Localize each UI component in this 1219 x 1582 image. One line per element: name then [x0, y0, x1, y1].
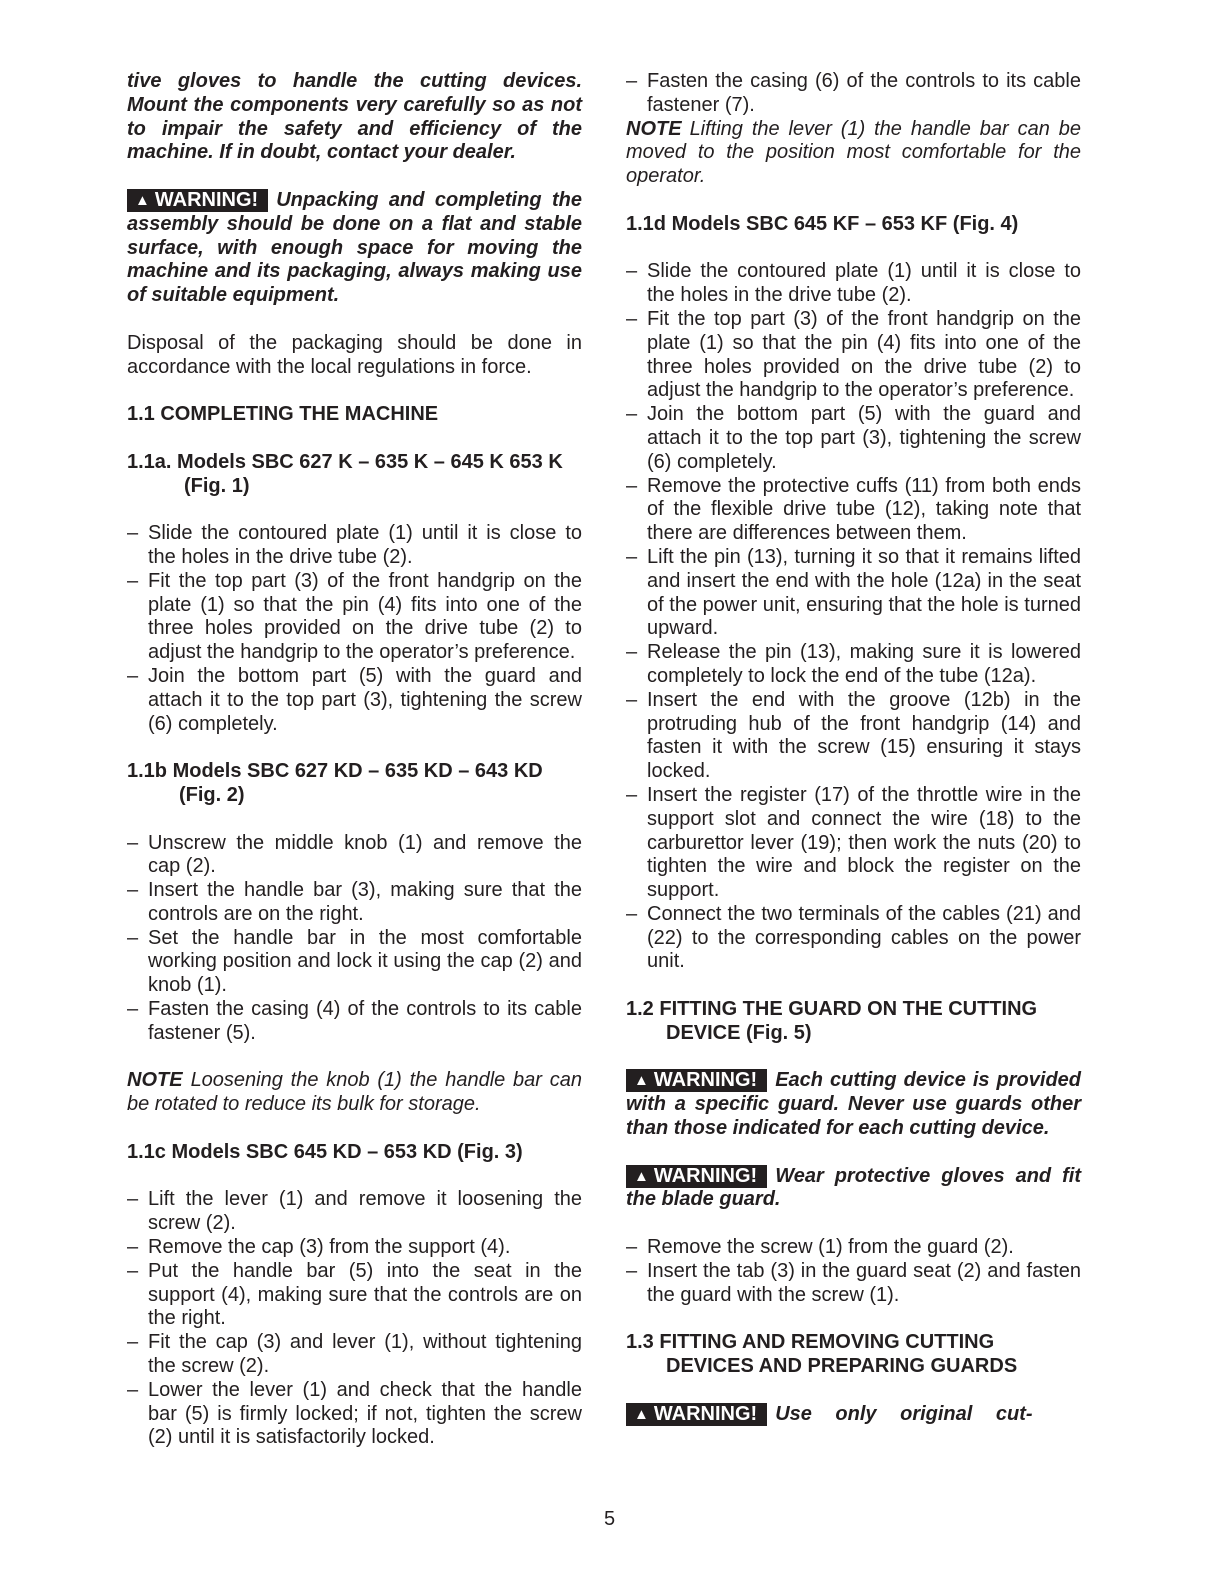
section-heading-1-1d: 1.1d Models SBC 645 KF – 653 KF (Fig. 4): [626, 212, 1019, 235]
list-top-continued: [626, 70, 1081, 118]
warning-badge: ▲ WARNING!: [127, 189, 268, 212]
list-item: – Join the bottom part (5) with the guard and attach it to the top part (3), tightening the screw (6) completely.: [626, 403, 1081, 473]
list-item: – Fasten the casing (4) of the controls to its cable fastener (5).: [127, 998, 582, 1044]
list-item: – Insert the end with the groove (12b) in the protruding hub of the front handgrip (14) and fasten it with the screw (15) ensuring it stays locked.: [626, 688, 1081, 783]
list-item: – Lower the lever (1) and check that the handle bar (5) is firmly locked; if not, tighten the screw (2) until it is satisfactorily locked.: [127, 1378, 582, 1449]
list-item: – Slide the contoured plate (1) until it is close to the holes in the drive tube (2).: [626, 260, 1081, 307]
list-item: – Fit the cap (3) and lever (1), without tightening the screw (2).: [127, 1331, 582, 1378]
page-number: 5: [603, 1508, 616, 1530]
list-1-1c: [127, 1188, 582, 1450]
list-item: – Remove the screw (1) from the guard (2).: [626, 1236, 1014, 1259]
note-handle-bar: NOTE Lifting the lever (1) the handle bar can be moved to the position most comfortable for the operator.: [626, 117, 1081, 188]
intro-warning-text: tive gloves to handle the cutting devices. Mount the components very carefully so as not to impair the safety and efficiency of the machine. If in doubt, contact your dealer.: [127, 70, 582, 164]
disposal-paragraph: Disposal of the packaging should be done in accordance with the local regulations in force.: [127, 331, 582, 378]
warning-protective-gloves: ▲ WARNING! Wear protective gloves and fit the blade guard.: [626, 1164, 1081, 1211]
section-heading-1-1c: 1.1c Models SBC 645 KD – 653 KD (Fig. 3): [127, 1140, 523, 1163]
list-item: – Slide the contoured plate (1) until it is close to the holes in the drive tube (2).: [127, 522, 582, 568]
warning-triangle-icon: ▲: [634, 1072, 649, 1090]
list-item: – Put the handle bar (5) into the seat in the support (4), making sure that the controls are on the right.: [127, 1259, 582, 1330]
list-1-2: [626, 1236, 1081, 1307]
list-item: – Remove the protective cuffs (11) from both ends of the flexible drive tube (12), taking note that there are differences between them.: [626, 474, 1081, 545]
list-item: – Insert the register (17) of the throttle wire in the support slot and connect the wire (18) to the carburettor lever (19); then work the nuts (20) to tighten the wire and block the register on the support.: [626, 783, 1081, 902]
note-storage: NOTE Loosening the knob (1) the handle bar can be rotated to reduce its bulk for storage.: [127, 1069, 582, 1116]
right-column: [626, 70, 1081, 1426]
warning-badge: ▲ WARNING!: [626, 1165, 767, 1188]
warning-badge: ▲ WARNING!: [626, 1069, 767, 1092]
list-item: – Fasten the casing (6) of the controls to its cable fastener (7).: [626, 70, 1081, 116]
list-item: – Lift the pin (13), turning it so that it remains lifted and insert the end with the hole (12a) in the seat of the power unit, ensuring that the hole is turned upward.: [626, 545, 1081, 640]
section-heading-1-3: 1.3 FITTING AND REMOVING CUTTING DEVICES AND PREPARING GUARDS: [626, 1331, 1018, 1378]
warning-badge: ▲ WARNING!: [626, 1403, 767, 1426]
warning-original-devices: ▲ WARNING! Use only original cut-: [626, 1403, 1081, 1427]
list-item: – Connect the two terminals of the cables (21) and (22) to the corresponding cables on the power unit.: [626, 902, 1081, 973]
list-item: – Insert the handle bar (3), making sure that the controls are on the right.: [127, 879, 582, 925]
list-item: – Remove the cap (3) from the support (4).: [127, 1236, 511, 1259]
warning-unpacking: ▲ WARNING! Unpacking and completing the assembly should be done on a flat and stable surface, with enough space for moving the machine and its packaging, always making use of suitable equipment.: [127, 188, 582, 307]
list-1-1b: [127, 832, 582, 1046]
warning-triangle-icon: ▲: [135, 191, 150, 209]
section-heading-1-1b: 1.1b Models SBC 627 KD – 635 KD – 643 KD (Fig. 2): [127, 760, 543, 806]
list-1-1d: [626, 260, 1081, 974]
left-column: [127, 70, 582, 1450]
warning-triangle-icon: ▲: [634, 1405, 649, 1423]
list-item: – Unscrew the middle knob (1) and remove the cap (2).: [127, 831, 582, 878]
list-1-1a: [127, 522, 582, 736]
list-item: – Release the pin (13), making sure it is lowered completely to lock the end of the tube (12a).: [626, 641, 1081, 687]
list-item: – Insert the tab (3) in the guard seat (2) and fasten the guard with the screw (1).: [626, 1259, 1081, 1306]
list-item: – Set the handle bar in the most comfortable working position and lock it using the cap (2) and knob (1).: [127, 926, 582, 997]
list-item: – Fit the top part (3) of the front handgrip on the plate (1) so that the pin (4) fits into one of the three holes provided on the drive tube (2) to adjust the handgrip to the operator’s preference.: [626, 307, 1081, 402]
section-heading-1-2: 1.2 FITTING THE GUARD ON THE CUTTING DEVICE (Fig. 5): [626, 998, 1038, 1044]
list-item: – Lift the lever (1) and remove it loosening the screw (2).: [127, 1188, 582, 1235]
list-item: – Fit the top part (3) of the front handgrip on the plate (1) so that the pin (4) fits into one of the three holes provided on the drive tube (2) to adjust the handgrip to the operator’s preference.: [127, 569, 582, 664]
section-heading-1-1a: 1.1a. Models SBC 627 K – 635 K – 645 K 653 K (Fig. 1): [127, 450, 563, 497]
warning-triangle-icon: ▲: [634, 1167, 649, 1185]
list-item: – Join the bottom part (5) with the guard and attach it to the top part (3), tightening the screw (6) completely.: [127, 664, 582, 735]
section-heading-1-1: 1.1 COMPLETING THE MACHINE: [127, 403, 439, 426]
warning-specific-guard: ▲ WARNING! Each cutting device is provided with a specific guard. Never use guards other than those indicated for each cutting device.: [626, 1069, 1081, 1140]
